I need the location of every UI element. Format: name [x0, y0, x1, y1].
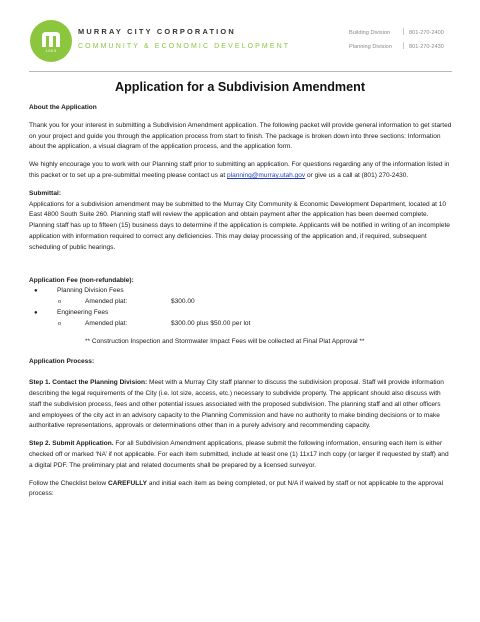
page-title: Application for a Subdivision Amendment — [114, 80, 366, 94]
step-2-text: For all Subdivision Amendment applications, please submit the following information, ensuring each item is either checked off or marked ‘NA’ if not applicable. For each item submitted, include at least one (1) 11x17 inch copy (or larger if requested by staff) and a digital PDF. The preliminary plat and related documents shall be prepared by a licensed surveyor. — [29, 440, 449, 469]
step-2-paragraph — [29, 439, 453, 471]
step-1-text: Meet with a Murray City staff planner to discuss the subdivision proposal. Staff will provide information describing the legal requirements of the City (i.e. lot size, access, etc.) necessary to subdivide property. The applicant should also discuss with staff the subdivision process, fees and other potential issues associated with the proposed subdivision. The planning staff and all other officers and employees of the city act in an advisory capacity to the Planning Commission and have no authority to make binding decisions or to make authoritative representations, approvals or determinations other than in a purely advisory and recommending capacity. — [29, 379, 444, 430]
submittal-heading: Submittal: — [29, 189, 62, 197]
fee-item-label: Amended plat: — [85, 319, 128, 327]
divider — [403, 28, 404, 35]
fee-item — [29, 297, 453, 308]
checklist-instruction — [29, 479, 453, 501]
contact-planning — [349, 42, 444, 56]
contact-list — [349, 28, 444, 56]
fee-group-engineering — [29, 308, 453, 319]
m-logo-mark — [30, 20, 72, 62]
contact-text: We highly encourage you to work with our Planning staff prior to submitting an application. For questions regarding any of the information listed in this packet or to set up a pre-submittal meeting please contact us at — [29, 161, 450, 179]
bullet-icon: ● — [34, 309, 38, 316]
fee-note — [29, 337, 453, 348]
fee-group-name: Engineering Fees — [57, 308, 109, 316]
department-name: COMMUNITY & ECONOMIC DEVELOPMENT — [78, 43, 291, 50]
instruction-text-end: and initial each item as being completed, or put N/A if waived by staff or not applicable to the approval process: — [29, 479, 444, 498]
fee-item-label: Amended plat: — [85, 298, 128, 306]
logo-year: 1903 — [45, 48, 57, 53]
step-1-paragraph — [29, 378, 453, 432]
submittal-paragraph: Applications for a subdivision amendment may be submitted to the Murray City Community & Economic Development Department, located at 10 East 4800 South Suite 260. Planning staff will review the application and obtain payment after the application has been deemed complete. Planning staff has up to fifteen (15) business days to determine if the application is complete. Applicants will be notified in writing of an incomplete application with information required to correct any deficiencies. This may delay processing of the application and, if required, subsequent scheduling of public hearings. — [29, 200, 450, 251]
fee-heading: Application Fee (non-refundable): — [29, 276, 134, 284]
contact-phone: 801-270-2400 — [409, 30, 444, 36]
circle-bullet-icon: o — [58, 320, 62, 327]
process-heading: Application Process: — [29, 358, 95, 366]
contact-building — [349, 28, 444, 42]
about-heading: About the Application — [29, 104, 97, 111]
fee-note-text: ** Construction Inspection and Stormwater Impact Fees will be collected at Final Plat Approval ** — [85, 337, 365, 345]
document-body — [29, 103, 453, 500]
planning-email-link[interactable]: planning@murray.utah.gov — [226, 171, 306, 179]
step-2-title: Step 2. Submit Application. — [29, 440, 114, 448]
contact-label: Building Division — [349, 30, 391, 36]
contact-text-end: or give us a call at (801) 270-2430. — [305, 171, 409, 179]
step-1-title: Step 1. Contact the Planning Division: — [29, 379, 148, 387]
circle-bullet-icon: o — [58, 299, 62, 306]
fee-item — [29, 319, 453, 330]
instruction-text: Follow the Checklist below — [29, 479, 108, 487]
contact-phone: 801-270-2430 — [409, 44, 444, 50]
fee-amount: $300.00 — [171, 298, 195, 306]
fee-group-name: Planning Division Fees — [57, 287, 124, 295]
fee-group-planning — [29, 286, 453, 297]
org-name: MURRAY CITY CORPORATION — [78, 27, 236, 36]
contact-label: Planning Division — [349, 44, 392, 50]
divider — [403, 42, 404, 49]
contact-paragraph — [29, 160, 453, 182]
murray-city-logo — [30, 20, 72, 62]
instruction-emphasis: CAREFULLY — [107, 479, 148, 487]
header-rule — [29, 71, 452, 72]
fee-amount: $300.00 plus $50.00 per lot — [171, 319, 251, 327]
about-paragraph: Thank you for your interest in submitting a Subdivision Amendment application. The following packet will provide general information to get started on your project and guide you through the application process from start to finish. The package is broken down into three sections: Information about the application, a visual diagram of the application process, and the application form. — [29, 121, 452, 151]
bullet-icon: ● — [34, 288, 38, 295]
